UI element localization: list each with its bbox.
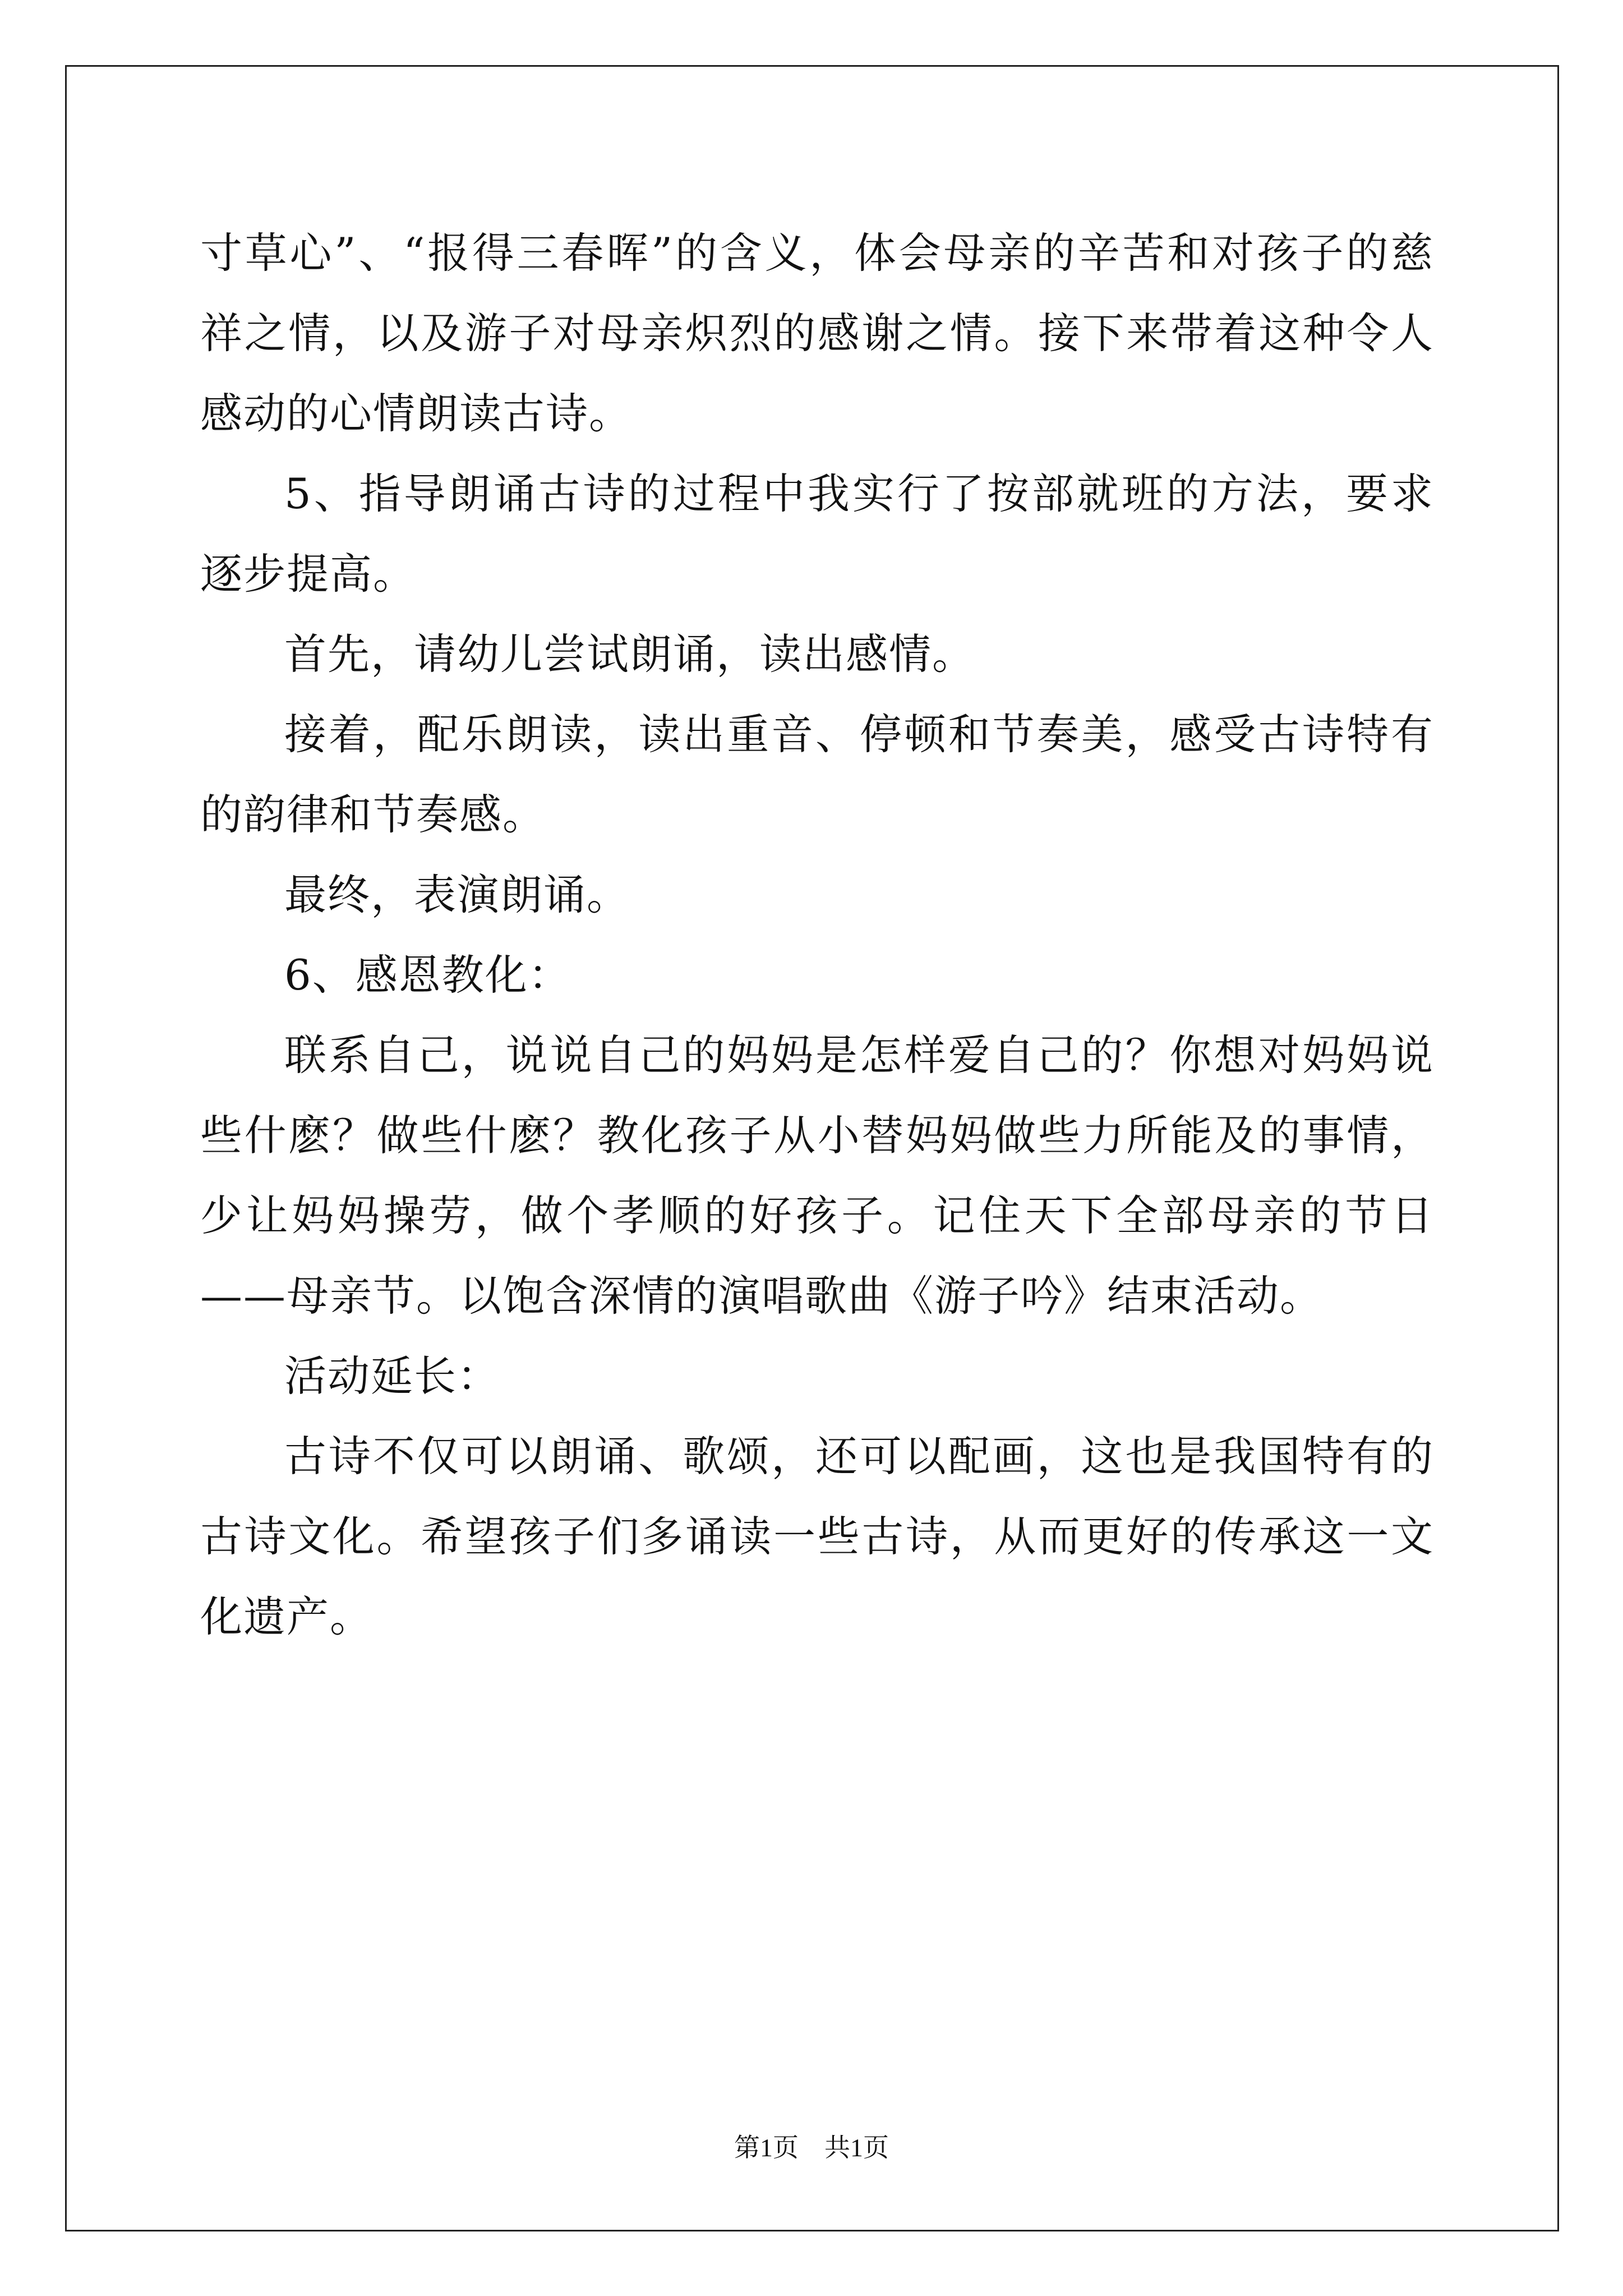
- paragraph-step-6-heading: 6、感恩教化：: [284, 950, 571, 1000]
- page-number-footer: 第1页 共1页: [734, 2133, 889, 2162]
- paragraph-next: 接着，配乐朗读，读出重音、停顿和节奏美，感受古诗特有的韵律和节奏感。: [200, 710, 1434, 839]
- paragraph-gratitude: 联系自己，说说自己的妈妈是怎样爱自己的？你想对妈妈说些什麽？做些什麽？教化孩子从小替妈妈做些力所能及的事情，少让妈妈操劳，做个孝顺的好孩子。记住天下全部母亲的节日——母亲节。以饱含深情的演唱歌曲《游子吟》结束活动。: [200, 1030, 1434, 1320]
- paragraph-extension: 古诗不仅可以朗诵、歌颂，还可以配画，这也是我国特有的古诗文化。希望孩子们多诵读一些古诗，从而更好的传承这一文化遗产。: [200, 1432, 1434, 1641]
- paragraph-step-5: 5、指导朗诵古诗的过程中我实行了按部就班的方法，要求逐步提高。: [200, 469, 1434, 599]
- paragraph-finally: 最终，表演朗诵。: [284, 870, 630, 919]
- paragraph-extension-heading: 活动延长：: [284, 1351, 501, 1401]
- paragraph-first: 首先，请幼儿尝试朗诵，读出感情。: [284, 629, 976, 679]
- paragraph-continuation: 寸草心”、“报得三春晖”的含义，体会母亲的辛苦和对孩子的慈祥之情，以及游子对母亲炽烈的感谢之情。接下来带着这种令人感动的心情朗读古诗。: [200, 228, 1434, 438]
- document-body: [200, 213, 1434, 1657]
